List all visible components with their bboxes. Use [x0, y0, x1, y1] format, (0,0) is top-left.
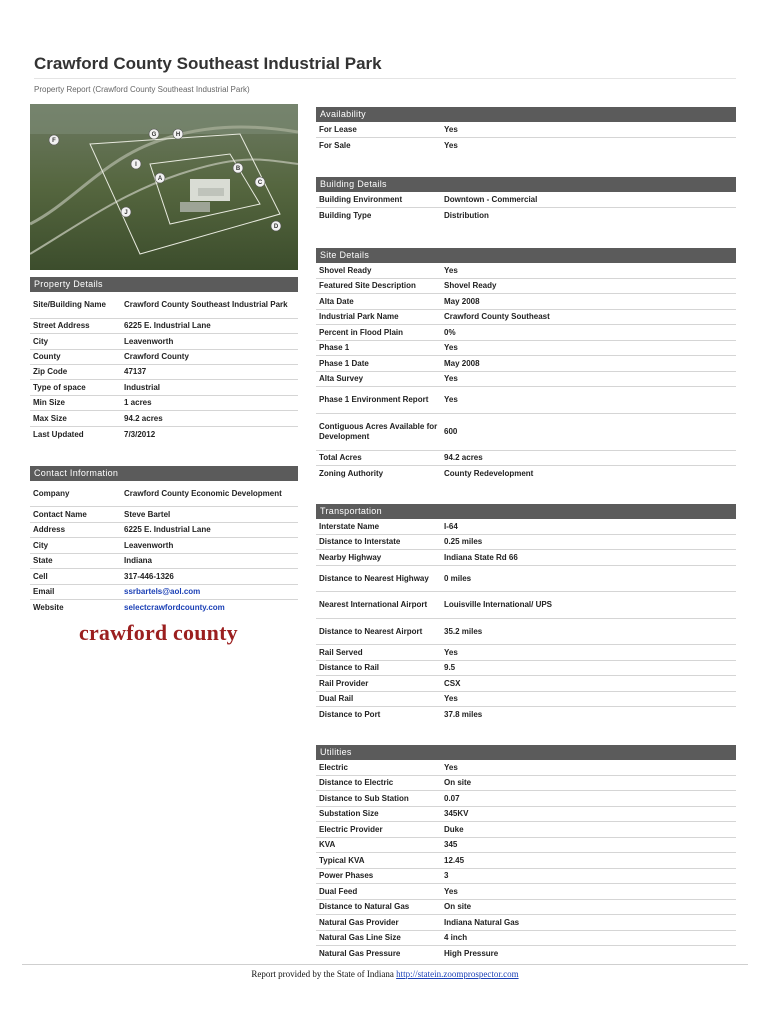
table-row	[316, 807, 736, 822]
row-label: Alta Date	[319, 296, 354, 306]
table-row	[316, 325, 736, 341]
table-row	[30, 319, 298, 334]
website-link[interactable]: selectcrawfordcounty.com	[124, 603, 225, 612]
row-label: Type of space	[33, 382, 86, 392]
row-value: Downtown - Commercial	[444, 194, 538, 204]
row-value: 1 acres	[124, 398, 152, 407]
row-value: May 2008	[444, 358, 480, 368]
row-label: Building Type	[319, 210, 372, 220]
table-row	[30, 481, 298, 507]
table-row	[30, 411, 298, 427]
row-value: 0.25 miles	[444, 537, 483, 546]
table-row	[30, 523, 298, 538]
row-value: Yes	[444, 694, 458, 703]
row-value: 12.45	[444, 855, 465, 865]
table-row	[316, 279, 736, 294]
row-value: I-64	[444, 521, 458, 531]
row-value: CSX	[444, 678, 461, 688]
row-label: Percent in Flood Plain	[319, 327, 404, 337]
table-row	[316, 519, 736, 535]
row-value: 0.07	[444, 793, 460, 803]
row-label: For Lease	[319, 124, 357, 134]
marker-label: H	[175, 132, 181, 138]
row-label: Phase 1 Date	[319, 358, 369, 368]
building-details-section	[316, 177, 736, 223]
row-value: 6225 E. Industrial Lane	[124, 321, 211, 330]
marker-label: G	[151, 132, 157, 138]
row-label: Natural Gas Line Size	[319, 933, 401, 942]
row-label: Contiguous Acres Available for Development	[319, 422, 438, 441]
table-row	[316, 592, 736, 619]
row-value: 9.5	[444, 663, 456, 672]
table-row	[30, 292, 298, 319]
map-marker	[49, 135, 59, 145]
table-row	[30, 334, 298, 350]
row-label: Distance to Rail	[319, 663, 380, 672]
table-row	[316, 707, 736, 723]
row-value: 317-446-1326	[124, 571, 174, 581]
table-row	[316, 838, 736, 853]
table-row	[316, 372, 736, 387]
marker-label: D	[273, 224, 279, 230]
table-row	[30, 600, 298, 616]
row-value: Indiana	[124, 556, 153, 565]
row-value: On site	[444, 778, 472, 787]
row-label: Address	[33, 525, 66, 534]
transportation-section	[316, 504, 736, 723]
marker-label: C	[257, 180, 263, 186]
row-label: Electric Provider	[319, 824, 383, 834]
row-label: Typical KVA	[319, 855, 365, 865]
table-row	[316, 946, 736, 962]
row-label: For Sale	[319, 140, 351, 150]
section-heading: Availability	[316, 107, 736, 122]
row-label: Phase 1	[319, 343, 350, 352]
row-value: Yes	[444, 343, 458, 352]
row-label: Rail Served	[319, 647, 363, 657]
footer	[0, 969, 770, 979]
row-label: Total Acres	[319, 453, 362, 462]
row-value: Indiana Natural Gas	[444, 917, 520, 927]
footer-link[interactable]: http://statein.zoomprospector.com	[396, 969, 519, 979]
table-row	[316, 466, 736, 482]
row-label: Power Phases	[319, 871, 374, 880]
map-marker	[173, 129, 183, 139]
row-value: High Pressure	[444, 949, 499, 958]
row-label: Electric	[319, 762, 348, 772]
table-row	[316, 341, 736, 356]
row-label: Dual Feed	[319, 886, 358, 896]
table-row	[316, 676, 736, 692]
table-row	[316, 791, 736, 807]
row-label: Alta Survey	[319, 374, 364, 383]
table-row	[316, 776, 736, 791]
table-row	[316, 208, 736, 223]
section-heading: Contact Information	[30, 466, 298, 481]
table-row	[316, 822, 736, 838]
row-label: Company	[33, 488, 70, 498]
row-value: Leavenworth	[124, 540, 174, 550]
table-row	[316, 294, 736, 310]
row-label: Distance to Sub Station	[319, 793, 409, 803]
map-marker	[155, 173, 165, 183]
crawford-county-logo: crawford county	[79, 620, 238, 645]
table-row	[316, 535, 736, 550]
row-value: County Redevelopment	[444, 469, 534, 478]
section-heading: Utilities	[316, 745, 736, 760]
row-label: Street Address	[33, 321, 90, 330]
row-value: May 2008	[444, 296, 480, 306]
row-value: Yes	[444, 395, 458, 404]
table-row	[316, 550, 736, 566]
property-details-section	[30, 277, 298, 442]
row-label: Distance to Natural Gas	[319, 902, 410, 911]
row-value: Yes	[444, 374, 458, 383]
row-label: City	[33, 540, 49, 550]
table-row	[316, 263, 736, 279]
section-heading: Building Details	[316, 177, 736, 192]
footer-text: Report provided by the State of Indiana	[251, 969, 394, 979]
row-value: 37.8 miles	[444, 710, 483, 719]
table-row	[316, 884, 736, 900]
table-row	[316, 192, 736, 208]
marker-label: J	[124, 210, 128, 216]
table-row	[316, 692, 736, 707]
table-row	[30, 585, 298, 600]
row-value: Yes	[444, 265, 458, 275]
row-label: Nearby Highway	[319, 552, 382, 562]
row-value: 7/3/2012	[124, 429, 156, 439]
row-value: 47137	[124, 367, 147, 376]
row-label: City	[33, 336, 49, 346]
row-label: Building Environment	[319, 194, 403, 204]
map-marker	[255, 177, 265, 187]
table-row	[316, 310, 736, 325]
table-row	[316, 853, 736, 869]
row-value: Louisville International/ UPS	[444, 600, 553, 609]
table-row	[316, 931, 736, 946]
row-value: 0%	[444, 327, 456, 337]
row-value: Yes	[444, 886, 458, 896]
row-label: Zip Code	[33, 367, 68, 376]
table-row	[316, 138, 736, 153]
row-label: County	[33, 352, 61, 361]
table-row	[316, 900, 736, 915]
map-marker	[149, 129, 159, 139]
table-row	[30, 350, 298, 365]
site-details-section	[316, 248, 736, 482]
row-value: 94.2 acres	[124, 413, 163, 423]
row-label: Natural Gas Pressure	[319, 949, 401, 958]
contact-information-section	[30, 466, 298, 616]
row-label: Industrial Park Name	[319, 312, 399, 321]
table-row	[316, 414, 736, 451]
row-value: On site	[444, 902, 472, 911]
row-value: 6225 E. Industrial Lane	[124, 525, 211, 534]
row-label: Min Size	[33, 398, 66, 407]
row-value: Distribution	[444, 210, 489, 220]
row-value: Crawford County	[124, 352, 189, 361]
row-value: Yes	[444, 647, 458, 657]
table-row	[316, 661, 736, 676]
table-row	[30, 507, 298, 523]
table-row	[316, 122, 736, 138]
section-heading: Property Details	[30, 277, 298, 292]
footer-divider	[22, 964, 748, 965]
row-label: Contact Name	[33, 509, 87, 519]
map-marker	[121, 207, 131, 217]
table-row	[316, 645, 736, 661]
row-label: Max Size	[33, 413, 67, 423]
row-label: Featured Site Description	[319, 281, 416, 290]
section-heading: Site Details	[316, 248, 736, 263]
row-label: Distance to Nearest Highway	[319, 573, 429, 583]
table-row	[30, 554, 298, 569]
table-row	[30, 538, 298, 554]
row-label: Phase 1 Environment Report	[319, 395, 429, 404]
row-label: Substation Size	[319, 809, 379, 818]
page-title: Crawford County Southeast Industrial Park	[34, 54, 382, 73]
map-marker	[271, 221, 281, 231]
row-label: Interstate Name	[319, 521, 380, 531]
table-row	[316, 451, 736, 466]
row-label: Distance to Nearest Airport	[319, 626, 423, 636]
row-value: Steve Bartel	[124, 509, 171, 519]
row-value: Yes	[444, 124, 458, 134]
row-value: Indiana State Rd 66	[444, 552, 518, 562]
map-marker	[131, 159, 141, 169]
site-aerial-photo	[30, 104, 298, 270]
row-value: 4 inch	[444, 933, 468, 942]
row-label: State	[33, 556, 53, 565]
availability-section	[316, 107, 736, 153]
row-value: Yes	[444, 762, 458, 772]
row-label: Website	[33, 603, 64, 612]
section-heading: Transportation	[316, 504, 736, 519]
page-subtitle: Property Report (Crawford County Southeast Industrial Park)	[34, 85, 250, 94]
row-label: Rail Provider	[319, 678, 369, 688]
row-value: Leavenworth	[124, 336, 174, 346]
row-label: Nearest International Airport	[319, 600, 428, 609]
table-row	[30, 365, 298, 380]
row-label: Email	[33, 587, 55, 596]
row-value: Crawford County Southeast Industrial Park	[124, 300, 288, 309]
row-value: 600	[444, 427, 458, 436]
email-link[interactable]: ssrbartels@aol.com	[124, 587, 201, 596]
row-label: Distance to Port	[319, 710, 381, 719]
row-value: 3	[444, 871, 449, 880]
map-marker	[233, 163, 243, 173]
row-value: 94.2 acres	[444, 453, 483, 462]
marker-label: B	[235, 166, 241, 172]
row-label: Shovel Ready	[319, 265, 372, 275]
row-label: Site/Building Name	[33, 300, 106, 309]
row-value: Industrial	[124, 382, 161, 392]
row-value: Crawford County Economic Development	[124, 488, 282, 498]
title-divider	[34, 78, 736, 79]
row-label: Distance to Interstate	[319, 537, 401, 546]
table-row	[316, 566, 736, 592]
utilities-section	[316, 745, 736, 962]
row-label: KVA	[319, 840, 336, 849]
table-row	[316, 356, 736, 372]
row-label: Distance to Electric	[319, 778, 394, 787]
table-row	[316, 869, 736, 884]
row-label: Last Updated	[33, 429, 84, 439]
row-value: 345KV	[444, 809, 469, 818]
row-label: Natural Gas Provider	[319, 917, 399, 927]
marker-label: F	[52, 138, 56, 144]
table-row	[316, 619, 736, 645]
row-value: Shovel Ready	[444, 281, 497, 290]
row-label: Dual Rail	[319, 694, 354, 703]
table-row	[316, 387, 736, 414]
row-value: 0 miles	[444, 573, 472, 583]
row-value: 345	[444, 840, 458, 849]
table-row	[316, 760, 736, 776]
row-label: Zoning Authority	[319, 469, 384, 478]
marker-label: A	[157, 176, 163, 182]
row-label: Cell	[33, 571, 48, 581]
marker-label: I	[135, 162, 137, 168]
table-row	[30, 427, 298, 442]
table-row	[30, 396, 298, 411]
row-value: 35.2 miles	[444, 626, 483, 636]
row-value: Yes	[444, 140, 458, 150]
table-row	[316, 915, 736, 931]
row-value: Duke	[444, 824, 464, 834]
row-value: Crawford County Southeast	[444, 312, 550, 321]
table-row	[30, 569, 298, 585]
table-row	[30, 380, 298, 396]
